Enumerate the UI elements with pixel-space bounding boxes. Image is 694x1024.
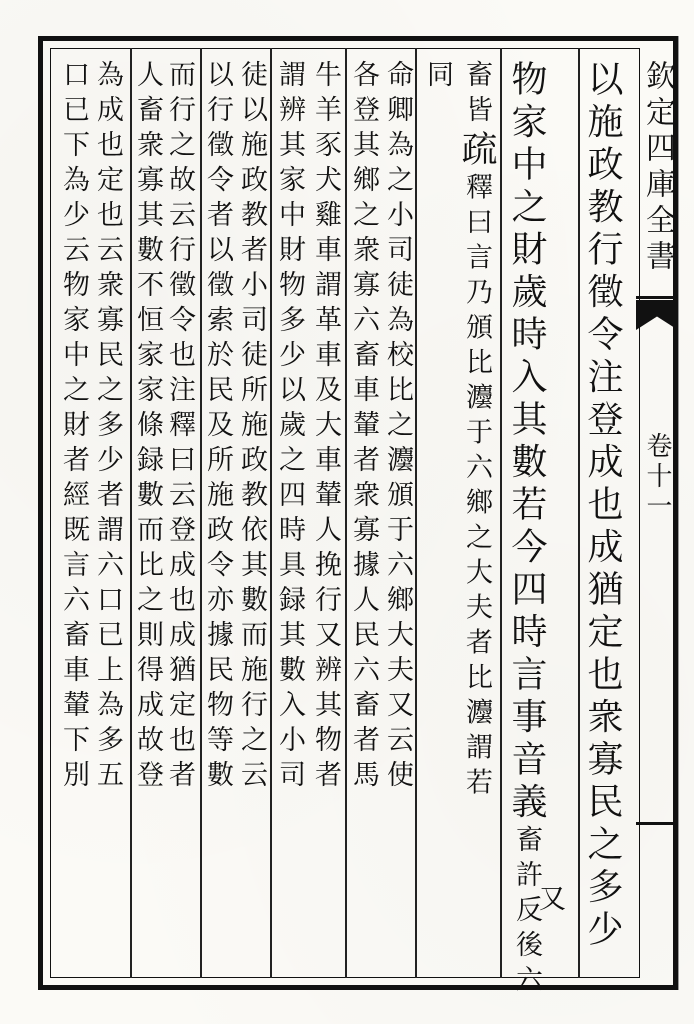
commentary-text: 牛羊豕犬雞車謂革車及大車輦人挽行又辨其物者: [310, 60, 341, 795]
text-column-3: [456, 60, 497, 803]
commentary-text: 命卿為之小司徒為校比之灋頒于六鄉大夫又云使: [382, 60, 413, 795]
annotation-text: 畜許反後六: [511, 825, 542, 1000]
commentary-text: 各登其鄉之衆寡六畜車輦者衆寡據人民六畜者馬: [348, 60, 379, 795]
text-column-5: [384, 60, 411, 795]
shu-marker: 疏: [456, 130, 497, 173]
column-divider: [500, 48, 502, 978]
commentary-text: 同: [422, 60, 453, 95]
column-divider: [415, 48, 417, 978]
commentary-text: 以行徵令者以徵索於民及所施政令亦據民物等數: [202, 60, 233, 795]
fishtail-rule-bottom: [636, 822, 678, 825]
column-text: 以施政教行徵令注登成也成猶定也衆寡民之多少: [582, 60, 623, 953]
text-column-2-note: [536, 884, 563, 919]
commentary-text: 釋曰言乃頒比灋于六鄉之大夫者比灋謂若: [461, 172, 492, 803]
commentary-text: 人畜衆寡其數不恒家家條録數而比之則得成故登: [132, 60, 163, 795]
text-column-6: [350, 60, 377, 795]
text-column-12: [134, 60, 161, 795]
yinyi-marker: 音義: [506, 740, 547, 825]
column-divider: [578, 48, 580, 978]
text-column-10: [204, 60, 231, 795]
text-column-8: [276, 60, 303, 795]
annotation-text: 畜皆: [461, 60, 492, 130]
commentary-text: 謂辨其家中財物多少以歲之四時具録其數入小司: [274, 60, 305, 795]
commentary-text: 為成也定也云衆寡民之多少者謂六口已上為多五: [92, 60, 123, 795]
column-divider: [270, 48, 272, 978]
annotation-text: 又: [534, 884, 565, 919]
text-column-1: [582, 60, 623, 953]
commentary-text: 口已下為少云物家中之財者經既言六畜車輦下別: [58, 60, 89, 795]
page-edge: [678, 36, 685, 990]
text-column-13: [94, 60, 121, 795]
text-column-4: [424, 60, 451, 95]
commentary-text: 而行之故云行徵令也注釋曰云登成也成猶定也者: [164, 60, 195, 795]
volume-label: 卷十一: [642, 432, 672, 522]
fishtail-rule-top: [636, 296, 678, 299]
column-text: 物家中之財歲時入其數若今四時言事: [506, 60, 547, 740]
commentary-text: 徒以施政教者小司徒所施政教依其數而施行之云: [236, 60, 267, 795]
text-column-11: [166, 60, 193, 795]
text-column-9: [238, 60, 265, 795]
text-column-2: [506, 60, 547, 1000]
text-column-7: [312, 60, 339, 795]
text-column-14: [60, 60, 87, 795]
column-divider: [345, 48, 347, 978]
book-title: 欽定四庫全書: [640, 60, 675, 276]
